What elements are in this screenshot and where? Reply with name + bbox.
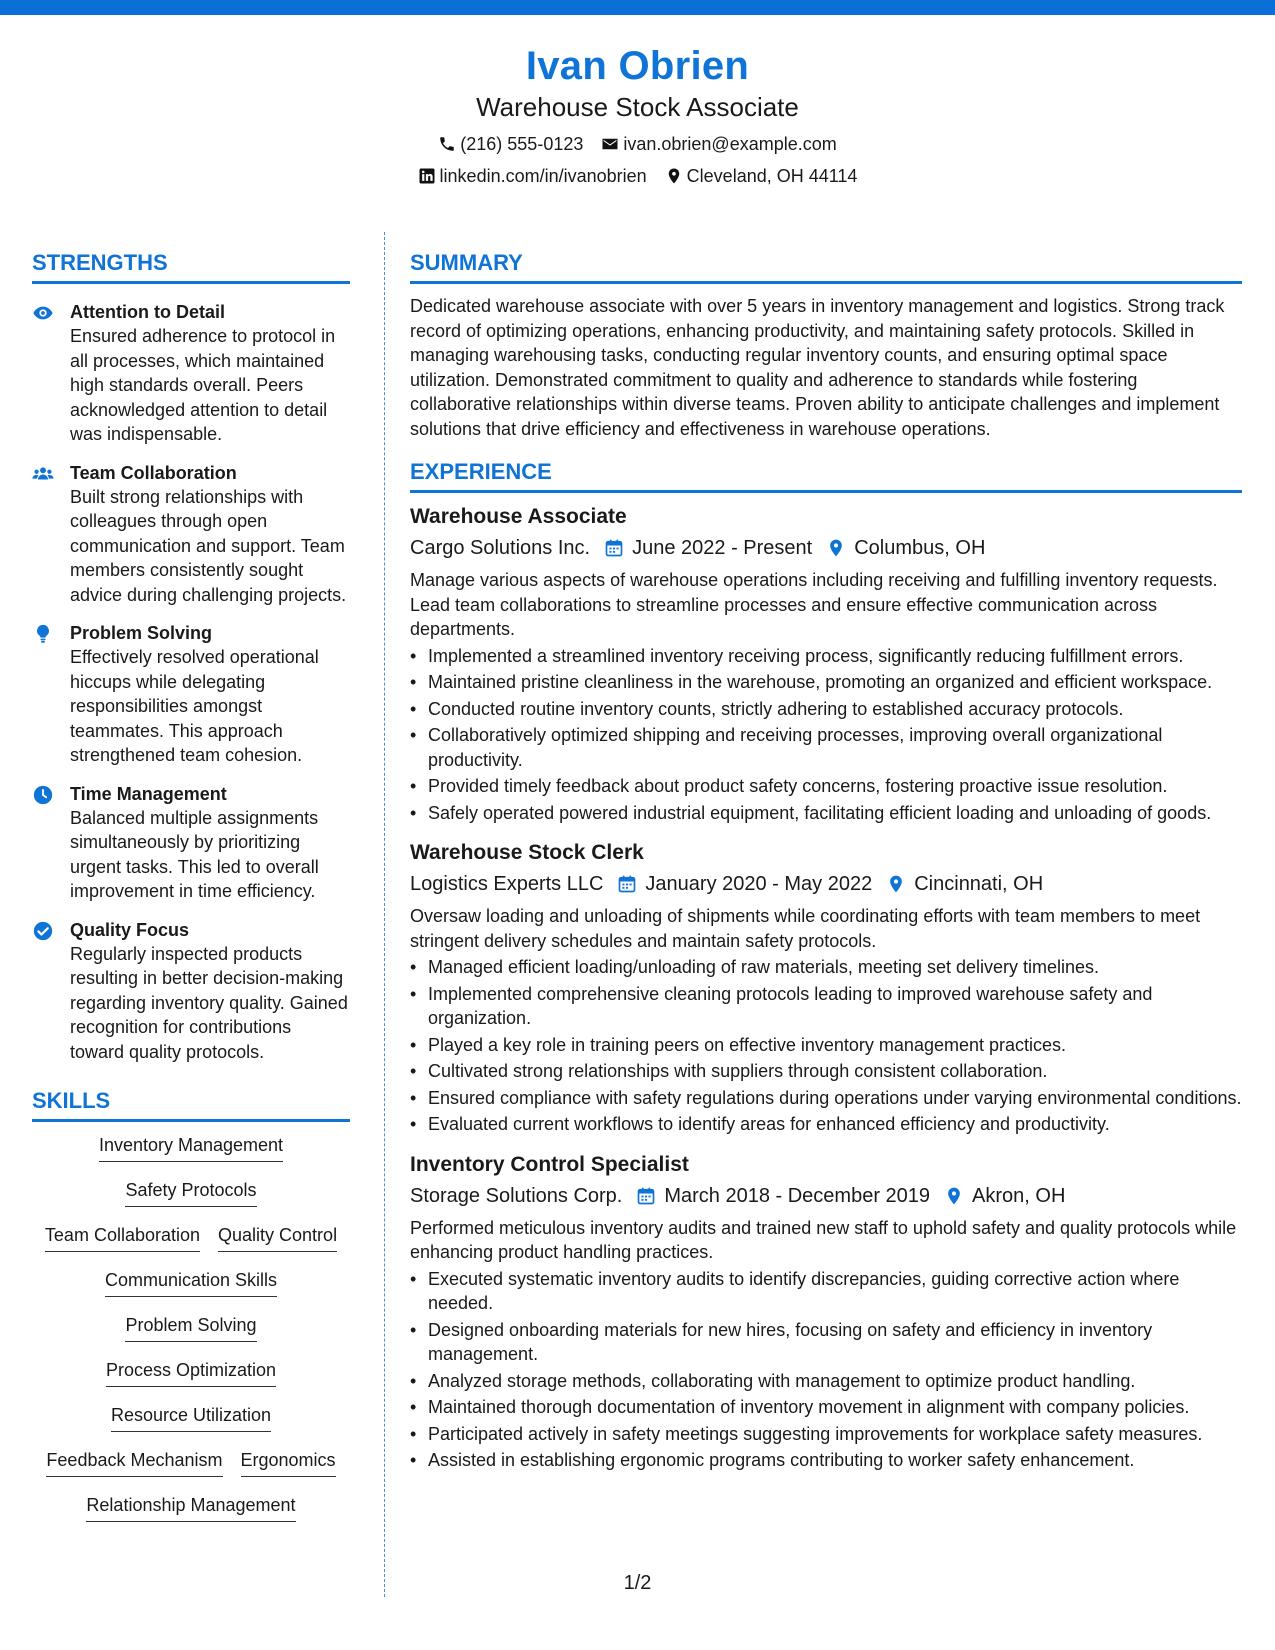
phone-icon — [438, 135, 456, 153]
job-meta — [410, 1182, 1242, 1210]
skill-tag: Quality Control — [218, 1222, 337, 1252]
phone-text: (216) 555-0123 — [460, 134, 584, 154]
strengths-heading: STRENGTHS — [32, 248, 350, 284]
phone-contact — [438, 132, 583, 156]
job-entry — [410, 1151, 1242, 1473]
experience-heading: EXPERIENCE — [410, 457, 1242, 493]
skill-tag: Inventory Management — [99, 1132, 283, 1162]
contact-row-1 — [0, 132, 1275, 156]
job-location: Cincinnati, OH — [914, 873, 1044, 895]
summary-text: Dedicated warehouse associate with over 5 years in inventory management and logistics. Strong track record of optimizing operations, enhancing productivity, and maintaining safety protocols. Skilled in managing warehousing tasks, conducting regular inventory counts, and ensuring optimal space utilization. Demonstrated commitment to quality and adherence to standards while fostering collaborative relationships within diverse teams. Proven ability to anticipate challenges and implement solutions that drive efficiency and effectiveness in warehouse operations. — [410, 296, 1225, 439]
job-description: Manage various aspects of warehouse operations including receiving and fulfilling inventory requests. Lead team collaborations to streamline processes and ensure effective communication across departments. — [410, 570, 1218, 639]
company-name: Cargo Solutions Inc. — [410, 537, 591, 559]
right-column — [410, 248, 1242, 1473]
job-location: Columbus, OH — [854, 537, 986, 559]
skill-row — [32, 1222, 350, 1267]
job-entry — [410, 839, 1242, 1137]
bullet-item: • Maintained thorough documentation of inventory movement in alignment with company policies. — [410, 1395, 1242, 1420]
bullet-item: • Implemented a streamlined inventory receiving process, significantly reducing fulfillment errors. — [410, 644, 1242, 669]
skill-tag: Relationship Management — [86, 1492, 295, 1522]
strength-title: Team Collaboration — [70, 462, 237, 483]
page-number: 1/2 — [623, 1572, 652, 1594]
bullet-item: • Evaluated current workflows to identify areas for enhanced efficiency and productivity. — [410, 1112, 1242, 1137]
email-text: ivan.obrien@example.com — [623, 134, 837, 154]
map-pin-icon — [826, 538, 846, 558]
job-meta — [410, 870, 1242, 898]
skill-tag: Feedback Mechanism — [46, 1447, 222, 1477]
bullet-item: • Analyzed storage methods, collaborating with management to optimize product handling. — [410, 1369, 1242, 1394]
skill-row — [32, 1267, 350, 1312]
linkedin-icon — [418, 167, 436, 185]
calendar-icon — [604, 538, 624, 558]
skills-list — [32, 1132, 350, 1537]
job-entry — [410, 503, 1242, 825]
calendar-icon — [617, 874, 637, 894]
location-text: Cleveland, OH 44114 — [686, 166, 858, 186]
location-contact — [665, 164, 858, 188]
bullet-item: • Designed onboarding materials for new hires, focusing on safety and efficiency in inventory management. — [410, 1318, 1242, 1367]
job-dates: January 2020 - May 2022 — [645, 873, 873, 895]
job-bullets — [410, 1267, 1242, 1473]
job-title: Inventory Control Specialist — [410, 1152, 689, 1176]
bullet-item: • Provided timely feedback about product safety concerns, fostering proactive issue resolution. — [410, 774, 1242, 799]
strength-item — [32, 918, 350, 1065]
contact-row-2 — [0, 164, 1275, 188]
strength-text: Built strong relationships with colleagues through open communication and support. Team members consistently sought advice during challenging projects. — [70, 486, 347, 605]
job-bullets — [410, 955, 1242, 1137]
strength-text: Effectively resolved operational hiccups while delegating responsibilities amongst teammates. This approach strengthened team cohesion. — [70, 647, 319, 765]
bullet-item: • Played a key role in training peers on effective inventory management practices. — [410, 1033, 1242, 1058]
candidate-title: Warehouse Stock Associate — [476, 92, 799, 122]
job-description: Oversaw loading and unloading of shipments while coordinating efforts with team members to meet stringent delivery schedules and maintain safety protocols. — [410, 906, 1201, 951]
job-meta — [410, 534, 1242, 562]
column-divider — [384, 232, 385, 1597]
candidate-name: Ivan Obrien — [525, 44, 750, 88]
strength-text: Ensured adherence to protocol in all processes, which maintained high standards overall. Peers acknowledged attention to detail was indispensable. — [70, 326, 336, 444]
strength-item — [32, 300, 350, 447]
bullet-item: • Managed efficient loading/unloading of raw materials, meeting set delivery timelines. — [410, 955, 1242, 980]
lightbulb-icon — [32, 623, 54, 645]
strength-title: Time Management — [70, 783, 227, 804]
users-icon — [32, 463, 54, 485]
bullet-item: • Ensured compliance with safety regulations during operations under varying environmental conditions. — [410, 1086, 1242, 1111]
bullet-item: • Implemented comprehensive cleaning protocols leading to improved warehouse safety and organization. — [410, 982, 1242, 1031]
bullet-item: • Collaboratively optimized shipping and receiving processes, improving overall organizational productivity. — [410, 723, 1242, 772]
skill-row — [32, 1447, 350, 1492]
job-bullets — [410, 644, 1242, 826]
skill-tag: Problem Solving — [125, 1312, 256, 1342]
clock-icon — [32, 784, 54, 806]
job-description: Performed meticulous inventory audits and trained new staff to uphold safety and quality protocols while enhancing product handling practices. — [410, 1217, 1237, 1262]
skill-tag: Communication Skills — [105, 1267, 277, 1297]
job-title: Warehouse Stock Clerk — [410, 841, 644, 864]
summary-heading: SUMMARY — [410, 248, 1242, 284]
map-pin-icon — [665, 167, 683, 185]
bullet-item: • Assisted in establishing ergonomic programs contributing to worker safety enhancement. — [410, 1448, 1242, 1473]
eye-icon — [32, 302, 54, 324]
bullet-item: • Cultivated strong relationships with suppliers through consistent collaboration. — [410, 1059, 1242, 1084]
bullet-item: • Safely operated powered industrial equipment, facilitating efficient loading and unloading of goods. — [410, 801, 1242, 826]
linkedin-text: linkedin.com/in/ivanobrien — [439, 166, 647, 186]
map-pin-icon — [886, 874, 906, 894]
strength-title: Quality Focus — [70, 919, 190, 940]
bullet-item: • Conducted routine inventory counts, strictly adhering to established accuracy protocols. — [410, 697, 1242, 722]
company-name: Storage Solutions Corp. — [410, 1184, 623, 1207]
skill-tag: Safety Protocols — [125, 1177, 256, 1207]
strength-item — [32, 621, 350, 768]
job-location: Akron, OH — [972, 1184, 1066, 1207]
job-dates: March 2018 - December 2019 — [664, 1184, 931, 1207]
strength-item — [32, 461, 350, 608]
skill-tag: Ergonomics — [241, 1447, 336, 1477]
strength-text: Regularly inspected products resulting in better decision-making regarding inventory quality. Gained recognition for contributions toward quality protocols. — [70, 943, 348, 1062]
skill-row — [32, 1357, 350, 1402]
strength-item — [32, 782, 350, 904]
strength-title: Attention to Detail — [70, 302, 225, 322]
resume-header — [0, 42, 1275, 188]
skill-row — [32, 1312, 350, 1357]
skill-row — [32, 1402, 350, 1447]
strength-title: Problem Solving — [70, 623, 213, 643]
envelope-icon — [601, 135, 619, 153]
map-pin-icon — [944, 1186, 964, 1206]
calendar-icon — [636, 1186, 656, 1206]
job-dates: June 2022 - Present — [632, 537, 813, 559]
skills-heading: SKILLS — [32, 1086, 350, 1122]
job-title: Warehouse Associate — [410, 505, 627, 528]
strength-text: Balanced multiple assignments simultaneously by prioritizing urgent tasks. This led to overall improvement in time efficiency. — [70, 807, 319, 901]
skill-tag: Team Collaboration — [45, 1222, 200, 1252]
bullet-item: • Participated actively in safety meetings suggesting improvements for workplace safety measures. — [410, 1422, 1242, 1447]
check-circle-icon — [32, 920, 54, 942]
bullet-item: • Executed systematic inventory audits to identify discrepancies, guiding corrective action where needed. — [410, 1267, 1242, 1316]
skill-row — [32, 1492, 350, 1537]
left-column — [32, 248, 350, 1537]
company-name: Logistics Experts LLC — [410, 873, 604, 895]
linkedin-contact[interactable] — [418, 164, 647, 188]
email-contact[interactable] — [601, 132, 836, 156]
bullet-item: • Maintained pristine cleanliness in the warehouse, promoting an organized and efficient workspace. — [410, 670, 1242, 695]
top-accent-bar — [0, 0, 1275, 15]
skill-tag: Resource Utilization — [111, 1402, 271, 1432]
skill-tag: Process Optimization — [106, 1357, 276, 1387]
skill-row — [32, 1132, 350, 1177]
skill-row — [32, 1177, 350, 1222]
